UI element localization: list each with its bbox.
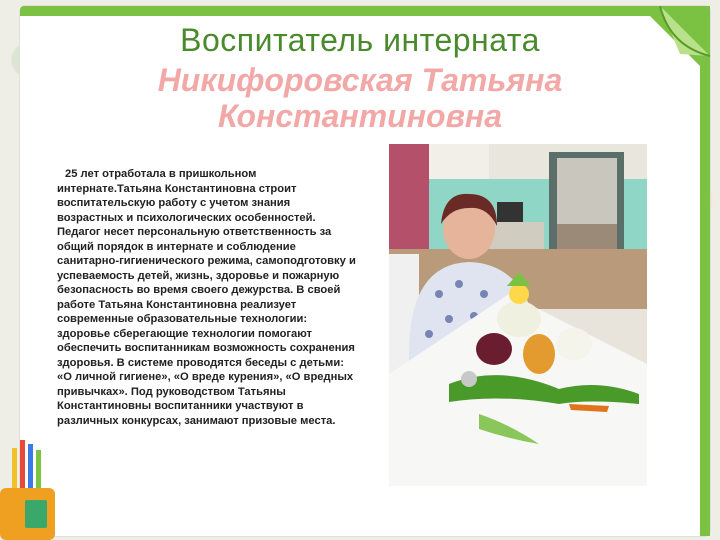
- photo-illustration: [389, 144, 647, 486]
- teacher-photo: [389, 144, 647, 486]
- title-line-3: Константиновна: [217, 98, 503, 134]
- top-green-border: [20, 6, 710, 16]
- pencil-cup-icon: [0, 440, 60, 540]
- title-name: [0, 62, 720, 134]
- biography-text: 25 лет отработала в пришкольном интернате.Татьяна Константиновна строит воспитательскую работу с учетом знания возрастных и психологических особенностей. Педагог несет персональную ответственность за общий порядок в интернате и соблюдение санитарно-гигиенического режима, самоподготовку и успеваемость детей, жизнь, здоровье и пожарную безопасность во время своего дежурства. В своей работе Татьяна Константиновна реализует современные образовательные технологии: здоровье сберегающие технологии помогают обеспечить воспитанникам возможность сохранения здоровья. В системе проводятся беседы с детьми: «О личной гигиене», «О вреде курения», «О вредных привычках». Под руководством Татьяны Константиновны воспитанники участвуют в различных конкурсах, занимают призовые места.: [57, 168, 356, 427]
- title-line-1: Воспитатель интерната: [180, 22, 540, 58]
- title-line-2: Никифоровская Татьяна: [157, 62, 563, 98]
